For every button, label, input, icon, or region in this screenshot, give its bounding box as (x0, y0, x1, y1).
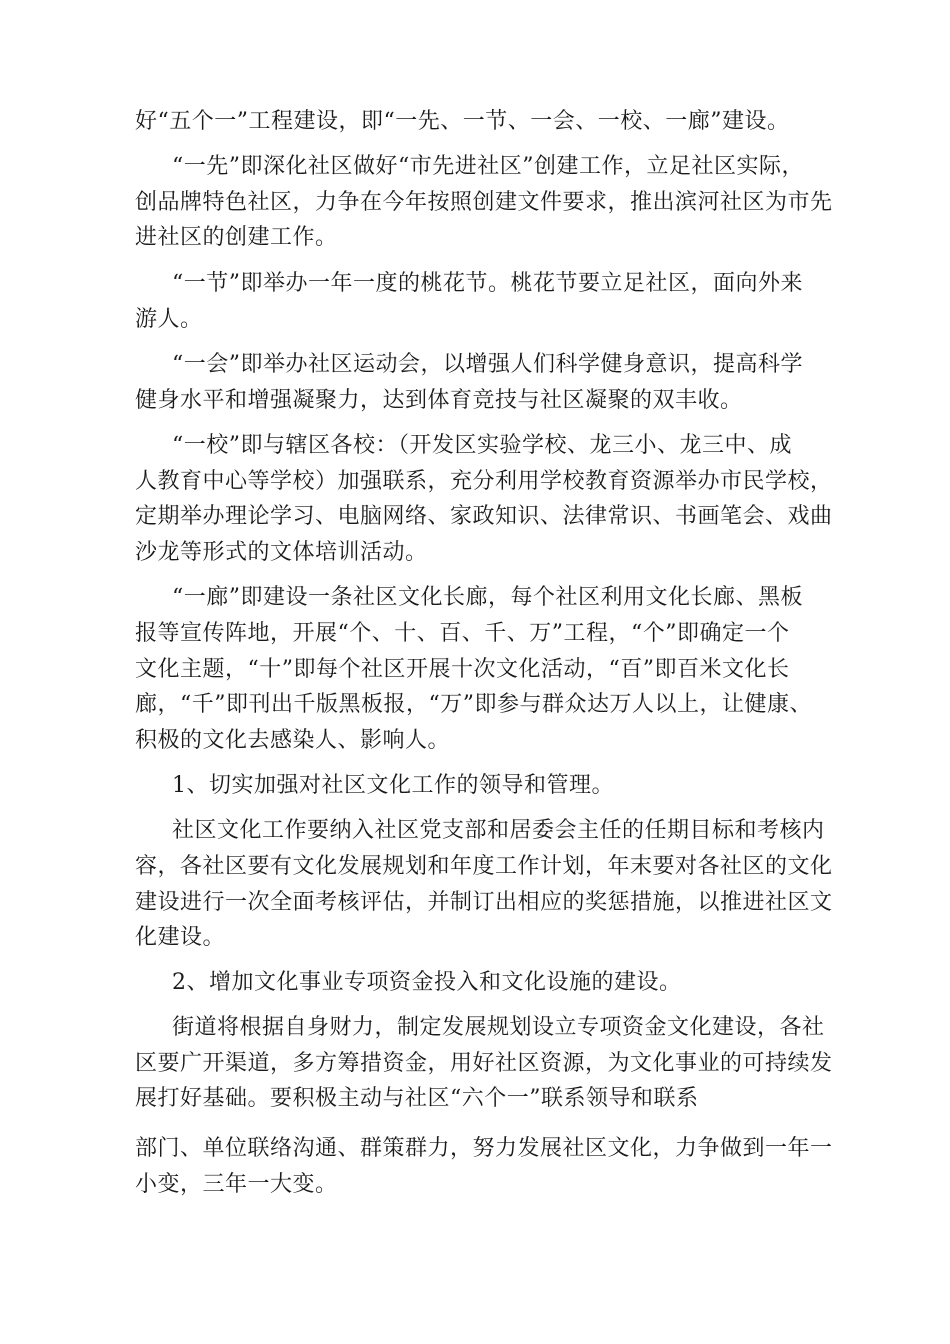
text-line: 社区文化工作要纳入社区党支部和居委会主任的任期目标和考核内 (172, 818, 825, 843)
text-line: 沙龙等形式的文体培训活动。 (135, 540, 428, 565)
section-heading: 1、切实加强对社区文化工作的领导和管理。 (172, 773, 614, 798)
text-line: 展打好基础。要积极主动与社区“六个一”联系领导和联系 (135, 1086, 699, 1111)
text-line: 好“五个一”工程建设，即“一先、一节、一会、一校、一廊”建设。 (135, 109, 790, 134)
text-line: “一会”即举办社区运动会，以增强人们科学健身意识，提高科学 (172, 352, 803, 377)
text-line: “一校”即与辖区各校：（开发区实验学校、龙三小、龙三中、成 (172, 433, 792, 458)
text-line: 化建设。 (135, 925, 226, 950)
text-line: “一先”即深化社区做好“市先进社区”创建工作，立足社区实际， (172, 154, 804, 179)
text-line: 建设进行一次全面考核评估，并制订出相应的奖惩措施，以推进社区文 (135, 890, 833, 915)
text-line: 积极的文化去感染人、影响人。 (135, 728, 451, 753)
text-line: 健身水平和增强凝聚力，达到体育竞技与社区凝聚的双丰收。 (135, 388, 743, 413)
text-line: 定期举办理论学习、电脑网络、家政知识、法律常识、书画笔会、戏曲 (135, 504, 833, 529)
text-line: 文化主题，“十”即每个社区开展十次文化活动，“百”即百米文化长 (135, 657, 790, 682)
text-line: 进社区的创建工作。 (135, 225, 338, 250)
text-line: 街道将根据自身财力，制定发展规划设立专项资金文化建设，各社 (172, 1015, 825, 1040)
text-line: 小变，三年一大变。 (135, 1172, 338, 1197)
section-heading: 2、增加文化事业专项资金投入和文化设施的建设。 (172, 970, 682, 995)
text-line: 创品牌特色社区，力争在今年按照创建文件要求，推出滨河社区为市先 (135, 190, 833, 215)
text-line: 廊，“千”即刊出千版黑板报，“万”即参与群众达万人以上，让健康、 (135, 692, 812, 717)
text-line: 游人。 (135, 307, 203, 332)
text-line: 部门、单位联络沟通、群策群力，努力发展社区文化，力争做到一年一 (135, 1136, 833, 1161)
text-line: “一节”即举办一年一度的桃花节。桃花节要立足社区，面向外来 (172, 271, 803, 296)
text-line: 区要广开渠道，多方筹措资金，用好社区资源，为文化事业的可持续发 (135, 1051, 833, 1076)
text-line: 报等宣传阵地，开展“个、十、百、千、万”工程，“个”即确定一个 (135, 621, 790, 646)
text-line: “一廊”即建设一条社区文化长廊，每个社区利用文化长廊、黑板 (172, 585, 803, 610)
text-line: 容，各社区要有文化发展规划和年度工作计划，年末要对各社区的文化 (135, 854, 833, 879)
text-line: 人教育中心等学校）加强联系，充分利用学校教育资源举办市民学校， (135, 469, 833, 494)
